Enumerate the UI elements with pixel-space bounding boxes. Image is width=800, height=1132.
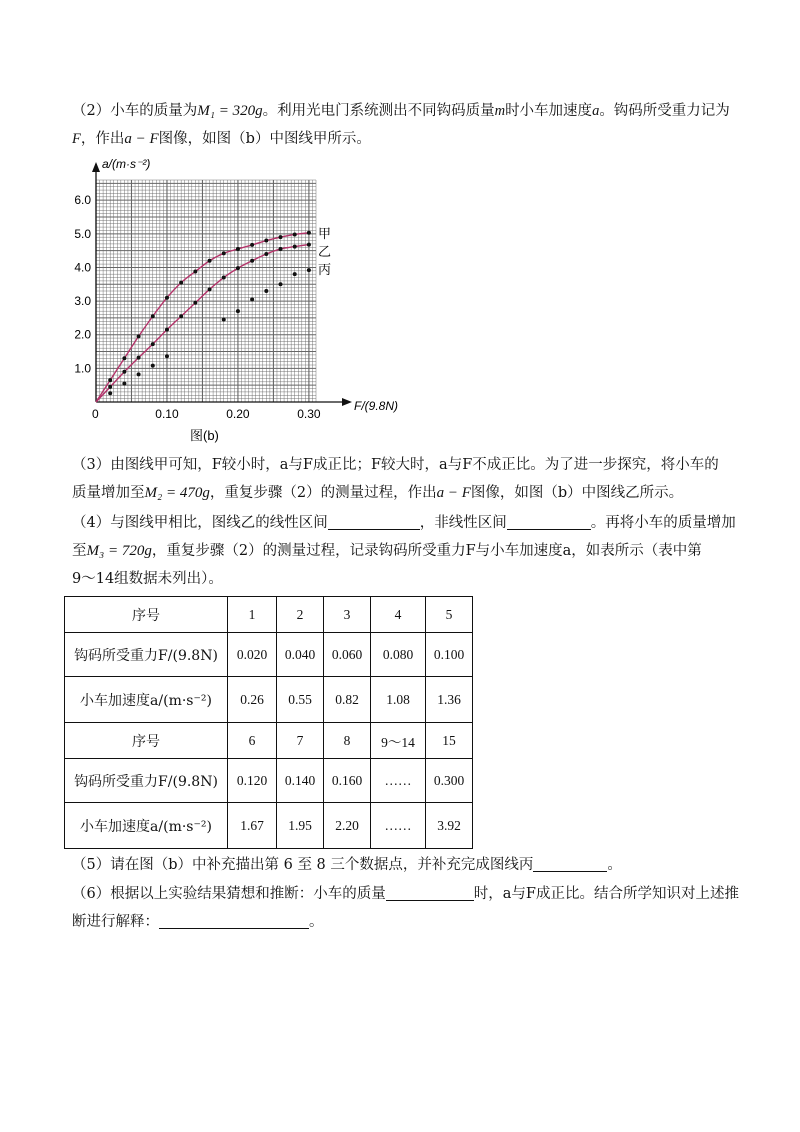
data-point [108,385,112,389]
para4-line3: 9～14组数据未列出）。 [72,571,223,587]
data-point [236,266,240,270]
data-point [222,251,226,255]
table-cell: 15 [426,723,473,759]
data-point [264,289,268,293]
answer-blank-curve-bing[interactable] [533,855,607,872]
row-label-force: 钩码所受重力F/(9.8N) [65,759,228,803]
table-cell: 0.100 [426,633,473,677]
x-tick-label: 0.10 [155,407,179,421]
table-cell: 1.36 [426,677,473,723]
table-cell: 0.040 [277,633,324,677]
data-point [165,296,169,300]
data-point [250,243,254,247]
table-cell: 0.060 [324,633,371,677]
table-cell: 1.67 [228,803,277,849]
y-axis-label: a/(m·s⁻²) [102,157,151,171]
mass-m2: M₂ = 470g [144,485,210,501]
para3-line2: 质量增加至M₂ = 470g，重复步骤（2）的测量过程，作出a − F图像，如图（b）中图线乙所示。 [72,485,684,501]
para2-line1: （2）小车的质量为M₁ = 320g。利用光电门系统测出不同钩码质量m时小车加速度a。钩码所受重力记为 [72,103,730,119]
data-point [264,239,268,243]
data-point [165,354,169,358]
y-tick-label: 4.0 [74,260,91,275]
answer-blank-explanation[interactable] [159,912,309,929]
data-point [250,259,254,263]
para6-line1: （6）根据以上实验结果猜想和推断：小车的质量 时，a与F成正比。结合所学知识对上述推 [72,886,739,902]
data-point [137,372,141,376]
row-label-accel: 小车加速度a/(m·s⁻²) [65,803,228,849]
table-cell: 2 [277,597,324,633]
row-label-seq: 序号 [65,597,228,633]
data-point [151,314,155,318]
data-point [236,309,240,313]
data-point [108,378,112,382]
data-point [250,297,254,301]
y-tick-label: 5.0 [74,226,91,241]
x-tick-label: 0.30 [297,407,321,421]
data-point [179,281,183,285]
data-point [122,382,126,386]
answer-blank-linear[interactable] [328,513,420,530]
data-point [293,272,297,276]
table-cell: 6 [228,723,277,759]
table-cell: 8 [324,723,371,759]
table-cell: 1.08 [371,677,426,723]
data-table [64,596,473,849]
y-tick-label: 1.0 [74,361,91,376]
table-row [65,597,473,633]
data-point [307,243,311,247]
x-axis-arrow [342,398,352,406]
data-point [279,247,283,251]
row-label-seq: 序号 [65,723,228,759]
y-tick-label: 6.0 [74,193,91,208]
data-point [222,276,226,280]
table-cell: 0.020 [228,633,277,677]
data-point [193,269,197,273]
para2-line2: F，作出a − F图像，如图（b）中图线甲所示。 [72,131,371,147]
table-cell: 0.120 [228,759,277,803]
table-cell: 7 [277,723,324,759]
data-point [236,247,240,251]
para3-line1: （3）由图线甲可知，F较小时，a与F成正比；F较大时，a与F不成正比。为了进一步探究，将小车的 [72,457,719,473]
data-point [193,301,197,305]
table-row [65,723,473,759]
data-point [293,245,297,249]
origin-label: 0 [92,407,99,421]
table-cell: 9～14 [371,723,426,759]
table-row [65,803,473,849]
data-point [279,235,283,239]
answer-blank-nonlinear[interactable] [507,513,591,530]
data-point [108,391,112,395]
table-cell: 0.82 [324,677,371,723]
y-tick-label: 3.0 [74,294,91,309]
row-label-accel: 小车加速度a/(m·s⁻²) [65,677,228,723]
table-cell: 0.160 [324,759,371,803]
answer-blank-mass[interactable] [386,884,474,901]
data-point [122,356,126,360]
data-point [179,314,183,318]
table-cell: 3 [324,597,371,633]
data-point [279,282,283,286]
table-cell: 2.20 [324,803,371,849]
para4-line2: 至M₃ = 720g，重复步骤（2）的测量过程，记录钩码所受重力F与小车加速度a，如表所示（表中第 [72,543,702,559]
row-label-force: 钩码所受重力F/(9.8N) [65,633,228,677]
data-point [293,232,297,236]
table-cell: 4 [371,597,426,633]
curve-label-yi: 乙 [318,244,332,259]
table-row [65,759,473,803]
table-row [65,677,473,723]
curve-label-bing: 丙 [318,262,332,277]
table-cell: 1 [228,597,277,633]
data-point [165,328,169,332]
curve-label-jia: 甲 [318,226,332,241]
para6-line2: 断进行解释： 。 [72,914,324,930]
x-axis-label: F/(9.8N) [354,399,399,413]
data-point [307,231,311,235]
y-tick-label: 2.0 [74,327,91,342]
table-cell: 1.95 [277,803,324,849]
table-cell: 3.92 [426,803,473,849]
data-point [307,268,311,272]
table-cell: …… [371,759,426,803]
table-row [65,633,473,677]
figure-b-chart [60,150,440,450]
data-point [137,356,141,360]
table-cell: 5 [426,597,473,633]
table-cell: 0.080 [371,633,426,677]
table-cell: 0.300 [426,759,473,803]
mass-m1: M₁ = 320g [197,103,263,119]
table-cell: 0.55 [277,677,324,723]
data-point [137,334,141,338]
y-axis-arrow [92,162,100,172]
data-point [151,364,155,368]
data-point [208,287,212,291]
table-cell: 0.140 [277,759,324,803]
data-point [264,252,268,256]
data-point [122,370,126,374]
data-point [151,342,155,346]
mass-m3: M₃ = 720g [86,543,152,559]
data-point [208,259,212,263]
para4-line1: （4）与图线甲相比，图线乙的线性区间 ，非线性区间 。再将小车的质量增加 [72,515,736,531]
figure-caption: 图(b) [190,428,219,443]
table-cell: …… [371,803,426,849]
x-tick-label: 0.20 [226,407,250,421]
table-cell: 0.26 [228,677,277,723]
data-point [222,318,226,322]
para5: （5）请在图（b）中补充描出第 6 至 8 三个数据点，并补充完成图线丙 。 [72,857,622,873]
